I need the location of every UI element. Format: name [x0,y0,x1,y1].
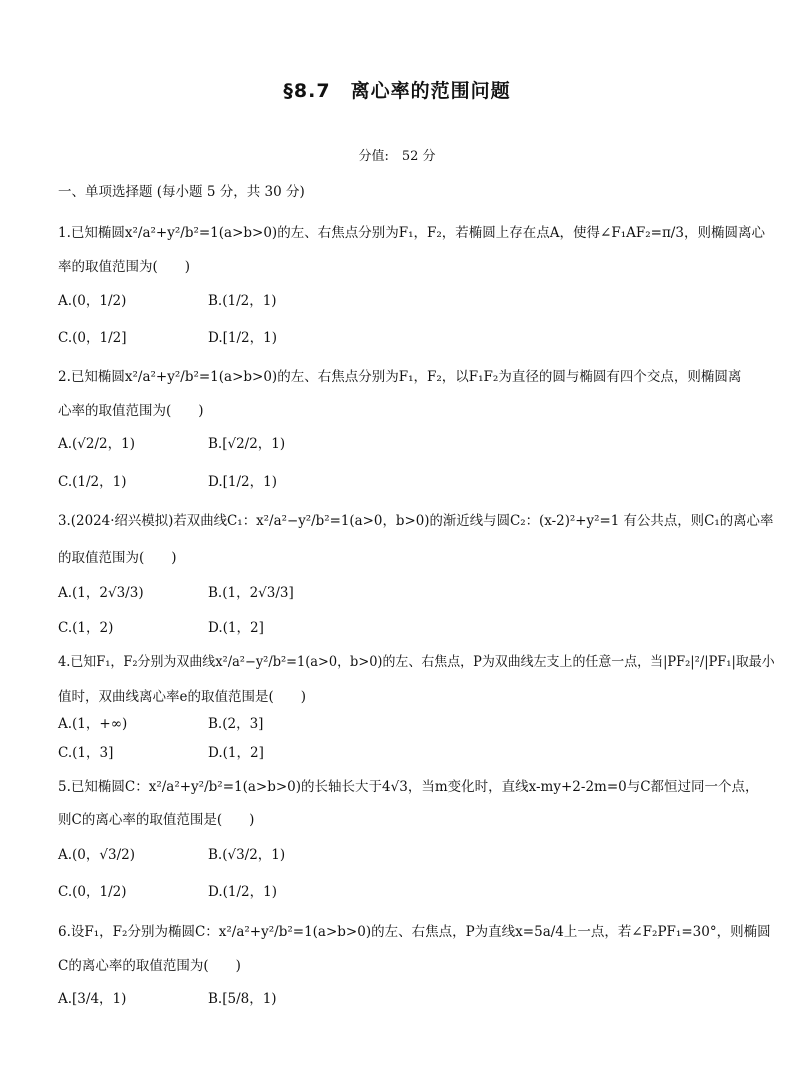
question-4-option-c: C.(1，3] [58,745,114,761]
question-4-line-2: 值时，双曲线离心率e的取值范围是( ) [58,689,307,705]
question-5-line-1: 5.已知椭圆C：x²/a²+y²/b²=1(a>b>0)的长轴长大于4√3，当m变化时，直线x-my+2-2m=0与C都恒过同一个点， [58,779,759,795]
question-5-option-a: A.(0，√3/2) [58,847,135,863]
question-3-line-1: 3.(2024·绍兴模拟)若双曲线C₁：x²/a²−y²/b²=1(a>0，b>0)的渐近线与圆C₂：(x-2)²+y²=1 有公共点，则C₁的离心率 [58,513,774,529]
question-5-option-c: C.(0，1/2) [58,884,127,900]
question-5-line-2: 则C的离心率的取值范围是( ) [58,812,255,828]
question-6-option-a: A.[3/4，1) [58,991,127,1007]
question-1-line-2: 率的取值范围为( ) [58,259,191,275]
section-heading: 一、单项选择题 (每小题 5 分，共 30 分) [58,184,305,200]
question-1-option-a: A.(0，1/2) [58,293,127,309]
question-4-option-d: D.(1，2] [208,745,264,761]
question-1-option-d: D.[1/2，1) [208,330,277,346]
question-2-line-2: 心率的取值范围为( ) [58,403,204,419]
question-1-option-c: C.(0，1/2] [58,330,127,346]
question-2-option-a: A.(√2/2，1) [58,436,135,452]
question-4-option-b: B.(2，3] [208,716,264,732]
question-6-line-1: 6.设F₁，F₂分别为椭圆C：x²/a²+y²/b²=1(a>b>0)的左、右焦点，P为直线x=5a/4上一点，若∠F₂PF₁=30°，则椭圆 [58,924,771,940]
question-4-option-a: A.(1，+∞) [58,716,128,732]
question-5-option-b: B.(√3/2，1) [208,847,286,863]
question-3-option-d: D.(1，2] [208,620,264,636]
question-4-line-1: 4.已知F₁，F₂分别为双曲线x²/a²−y²/b²=1(a>0，b>0)的左、右焦点，P为双曲线左支上的任意一点，当|PF₂|²/|PF₁|取最小 [58,654,775,670]
question-2-option-b: B.[√2/2，1) [208,436,286,452]
question-3-option-c: C.(1，2) [58,620,114,636]
question-3-option-a: A.(1，2√3/3) [58,585,144,601]
score-line: 分值: 52 分 [358,149,436,164]
question-2-option-d: D.[1/2，1) [208,474,277,490]
question-6-line-2: C的离心率的取值范围为( ) [58,958,241,974]
question-5-option-d: D.(1/2，1) [208,884,277,900]
question-3-option-b: B.(1，2√3/3] [208,585,294,601]
question-1-line-1: 1.已知椭圆x²/a²+y²/b²=1(a>b>0)的左、右焦点分别为F₁，F₂，若椭圆上存在点A，使得∠F₁AF₂=π/3，则椭圆离心 [58,225,765,241]
question-2-option-c: C.(1/2，1) [58,474,127,490]
question-6-option-b: B.[5/8，1) [208,991,277,1007]
question-1-option-b: B.(1/2，1) [208,293,277,309]
question-2-line-1: 2.已知椭圆x²/a²+y²/b²=1(a>b>0)的左、右焦点分别为F₁，F₂，以F₁F₂为直径的圆与椭圆有四个交点，则椭圆离 [58,369,742,385]
question-3-line-2: 的取值范围为( ) [58,550,177,566]
page-title: §8.7 离心率的范围问题 [283,80,511,102]
